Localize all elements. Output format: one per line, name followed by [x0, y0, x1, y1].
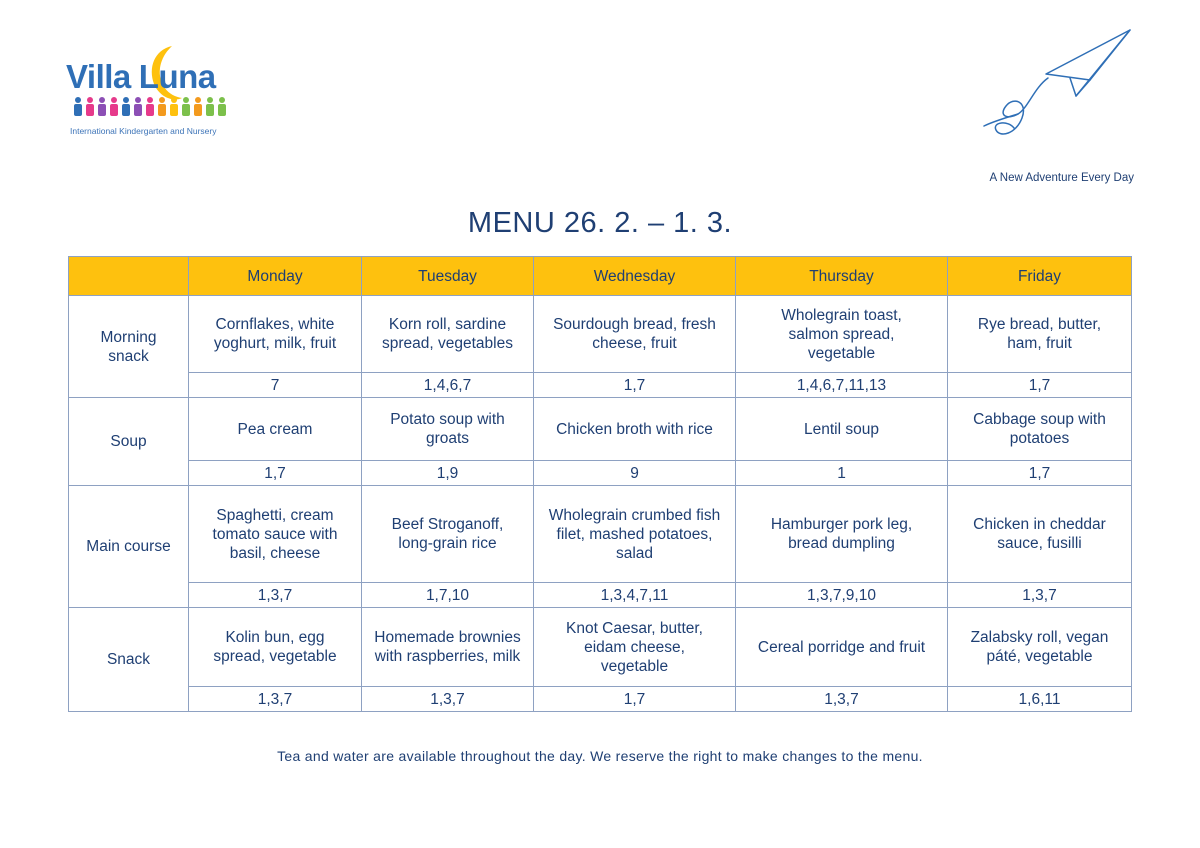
allergen-row [69, 687, 1132, 712]
meal-cell: Wholegrain toast, salmon spread, vegetable [736, 296, 948, 373]
allergen-cell: 9 [534, 461, 736, 486]
meal-cell: Knot Caesar, butter, eidam cheese, vegetable [534, 608, 736, 687]
meal-cell: Korn roll, sardine spread, vegetables [362, 296, 534, 373]
row-label-snack: Snack [69, 608, 189, 712]
meal-cell: Beef Stroganoff, long-grain rice [362, 486, 534, 583]
villa-luna-logo [66, 44, 246, 140]
row-label-soup: Soup [69, 398, 189, 486]
allergen-cell: 1,6,11 [948, 687, 1132, 712]
logo-word-right: Luna [138, 58, 216, 95]
meal-cell: Kolin bun, egg spread, vegetable [189, 608, 362, 687]
meal-cell: Cornflakes, white yoghurt, milk, fruit [189, 296, 362, 373]
meal-cell: Chicken broth with rice [534, 398, 736, 461]
day-header-monday: Monday [189, 257, 362, 296]
table-row [69, 486, 1132, 583]
meal-cell: Potato soup with groats [362, 398, 534, 461]
row-label-main-course: Main course [69, 486, 189, 608]
logo-word-left: Villa [66, 58, 131, 95]
day-header-tuesday: Tuesday [362, 257, 534, 296]
allergen-cell: 1,4,6,7 [362, 373, 534, 398]
allergen-cell: 1,7 [948, 373, 1132, 398]
day-header-friday: Friday [948, 257, 1132, 296]
allergen-row [69, 461, 1132, 486]
table-header-row [69, 257, 1132, 296]
allergen-cell: 1,3,4,7,11 [534, 583, 736, 608]
allergen-cell: 1,7 [948, 461, 1132, 486]
allergen-cell: 1,7 [534, 687, 736, 712]
meal-cell: Zalabsky roll, vegan páté, vegetable [948, 608, 1132, 687]
meal-cell: Lentil soup [736, 398, 948, 461]
meal-cell: Pea cream [189, 398, 362, 461]
allergen-cell: 1,3,7 [189, 583, 362, 608]
meal-cell: Chicken in cheddar sauce, fusilli [948, 486, 1132, 583]
meal-cell: Rye bread, butter, ham, fruit [948, 296, 1132, 373]
slogan: A New Adventure Every Day [989, 172, 1134, 184]
allergen-cell: 1 [736, 461, 948, 486]
allergen-cell: 7 [189, 373, 362, 398]
allergen-cell: 1,3,7 [362, 687, 534, 712]
allergen-cell: 1,4,6,7,11,13 [736, 373, 948, 398]
allergen-cell: 1,7,10 [362, 583, 534, 608]
allergen-cell: 1,3,7 [736, 687, 948, 712]
meal-cell: Cereal porridge and fruit [736, 608, 948, 687]
meal-cell: Hamburger pork leg, bread dumpling [736, 486, 948, 583]
allergen-cell: 1,9 [362, 461, 534, 486]
page-title: MENU 26. 2. – 1. 3. [467, 207, 733, 239]
row-label-morning-snack [69, 296, 189, 398]
allergen-cell: 1,3,7 [189, 687, 362, 712]
allergen-cell: 1,3,7,9,10 [736, 583, 948, 608]
meal-cell: Homemade brownies with raspberries, milk [362, 608, 534, 687]
header-corner [69, 257, 189, 296]
children-figures-icon [72, 96, 242, 118]
allergen-cell: 1,3,7 [948, 583, 1132, 608]
allergen-cell: 1,7 [189, 461, 362, 486]
table-row [69, 398, 1132, 461]
weekly-menu-table [68, 256, 1132, 712]
logo-wordmark [66, 58, 216, 96]
table-row [69, 296, 1132, 373]
allergen-row [69, 373, 1132, 398]
meal-cell: Wholegrain crumbed fish filet, mashed potatoes, salad [534, 486, 736, 583]
day-header-wednesday: Wednesday [534, 257, 736, 296]
table-row [69, 608, 1132, 687]
footer-note: Tea and water are available throughout the day. We reserve the right to make changes to the menu. [277, 748, 923, 764]
day-header-thursday: Thursday [736, 257, 948, 296]
meal-cell: Cabbage soup with potatoes [948, 398, 1132, 461]
row-label-text: Morning snack [100, 328, 157, 365]
allergen-row [69, 583, 1132, 608]
meal-cell: Sourdough bread, fresh cheese, fruit [534, 296, 736, 373]
meal-cell: Spaghetti, cream tomato sauce with basil, cheese [189, 486, 362, 583]
paper-plane-icon [978, 28, 1138, 158]
allergen-cell: 1,7 [534, 373, 736, 398]
logo-tagline: International Kindergarten and Nursery [70, 126, 217, 136]
